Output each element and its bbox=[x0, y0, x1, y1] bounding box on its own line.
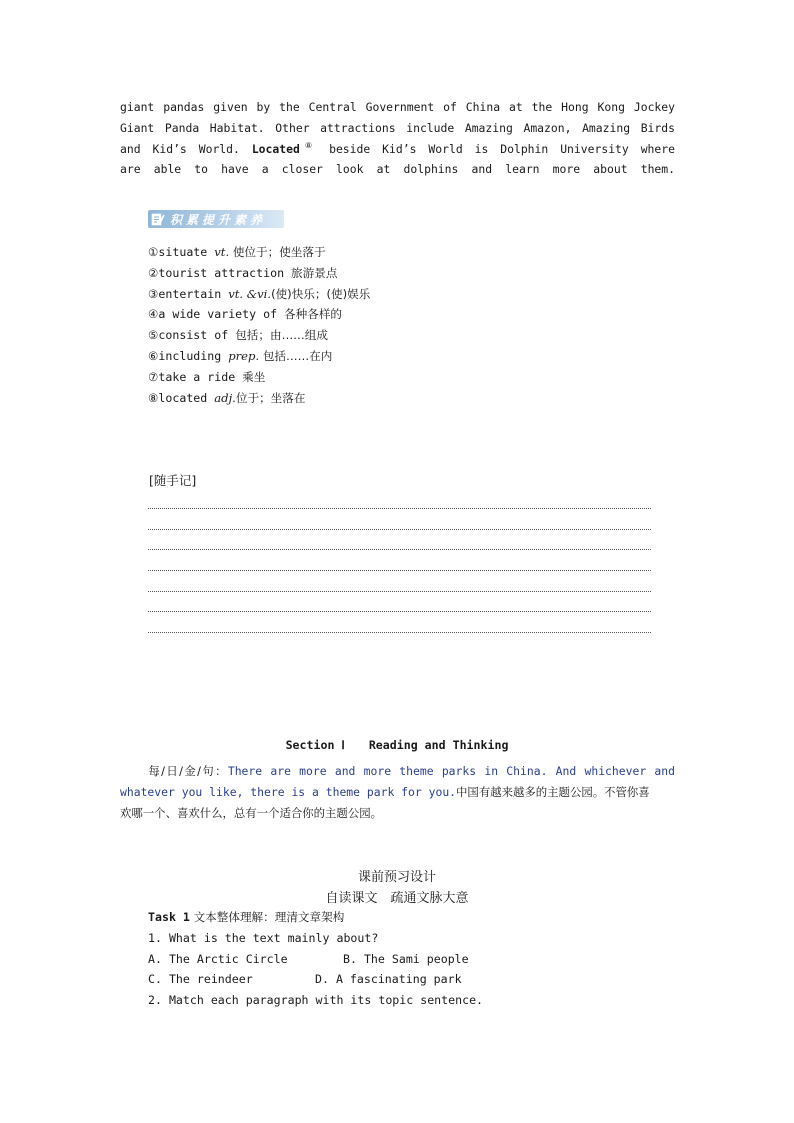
option-d: D. A fascinating park bbox=[315, 972, 462, 987]
question-1: 1. What is the text mainly about? bbox=[148, 930, 379, 945]
footnote-marker-8: ⑧ bbox=[299, 140, 318, 150]
vocab-item bbox=[148, 388, 370, 409]
notes-title: [随手记] bbox=[149, 473, 197, 488]
intro-line-3-end: beside Kid’s World is Dolphin University where bbox=[329, 141, 675, 156]
vocab-item bbox=[148, 367, 370, 388]
notebook-pen-icon bbox=[151, 212, 165, 226]
vocab-number: ⑦ bbox=[148, 369, 159, 384]
vocab-word: tourist attraction bbox=[158, 265, 292, 280]
note-line bbox=[148, 591, 651, 592]
vocab-number: ⑧ bbox=[148, 390, 159, 405]
daily-line-3 bbox=[120, 803, 675, 824]
option-a: A. The Arctic Circle bbox=[148, 951, 288, 966]
vocab-meaning: 旅游景点 bbox=[291, 265, 338, 280]
located-keyword: Located bbox=[251, 141, 300, 156]
daily-cn-line-2: 中国有越来越多的主题公园。不管你喜 bbox=[456, 785, 650, 799]
intro-line-3-start: and Kid’s World. bbox=[120, 141, 252, 156]
note-line bbox=[148, 549, 651, 550]
vocab-meaning: 包括……在内 bbox=[259, 348, 333, 363]
vocab-word: consist of bbox=[158, 328, 236, 343]
vocab-item bbox=[148, 304, 370, 325]
vocab-item bbox=[148, 242, 370, 263]
daily-label: 每/日/金/句： bbox=[147, 764, 228, 778]
vocab-item bbox=[148, 346, 370, 367]
note-line bbox=[148, 529, 651, 530]
daily-en-line-1: There are more and more theme parks in China. And whichever and bbox=[227, 764, 675, 778]
vocab-meaning: 位于；坐落在 bbox=[235, 390, 306, 405]
vocab-meaning: (使)快乐；(使)娱乐 bbox=[271, 286, 371, 301]
vocab-word: a wide variety of bbox=[158, 307, 285, 322]
note-line bbox=[148, 611, 651, 612]
banner-label: 积累提升素养 bbox=[170, 213, 267, 227]
section-label: Section Ⅰ bbox=[285, 738, 345, 752]
options-row-1 bbox=[148, 949, 483, 970]
vocab-meaning: 使位于；使坐落于 bbox=[229, 245, 326, 259]
vocab-meaning: 各种各样的 bbox=[284, 307, 343, 322]
vocab-meaning: 乘坐 bbox=[242, 369, 266, 384]
vocab-number: ③ bbox=[148, 286, 159, 301]
task-1-label: Task 1 bbox=[148, 910, 190, 924]
vocabulary-list bbox=[148, 242, 370, 408]
vocab-part-of-speech: adj. bbox=[214, 390, 236, 405]
vocab-word: including bbox=[158, 348, 229, 363]
vocab-word: entertain bbox=[158, 286, 229, 301]
daily-cn-line-3: 欢哪一个、喜欢什么，总有一个适合你的主题公园。 bbox=[120, 806, 382, 820]
accumulate-banner bbox=[148, 210, 284, 228]
options-row-2 bbox=[148, 969, 483, 990]
daily-line-1 bbox=[120, 761, 675, 782]
note-line bbox=[148, 570, 651, 571]
intro-line-4: are able to have a closer look at dolphins and learn more about them. bbox=[120, 162, 675, 177]
preview-subtitle: 自读课文 疏通文脉大意 bbox=[325, 891, 469, 906]
vocab-number: ⑥ bbox=[148, 348, 159, 363]
vocab-word: situate bbox=[158, 245, 215, 259]
task-1-title: 文本整体理解：理清文章架构 bbox=[189, 910, 345, 924]
vocab-item bbox=[148, 325, 370, 346]
daily-en-line-2: whatever you like, there is a theme park for you. bbox=[120, 785, 457, 799]
intro-line-3 bbox=[120, 139, 675, 160]
note-line bbox=[148, 632, 651, 633]
intro-paragraph bbox=[120, 97, 675, 180]
question-2: 2. Match each paragraph with its topic sentence. bbox=[148, 993, 484, 1008]
daily-line-2 bbox=[120, 782, 675, 803]
section-heading bbox=[0, 738, 794, 752]
daily-sentence bbox=[120, 761, 675, 824]
vocab-part-of-speech: vt. &vi. bbox=[228, 286, 272, 301]
note-line bbox=[148, 508, 651, 509]
vocab-number: ④ bbox=[148, 307, 159, 322]
vocab-part-of-speech: vt. bbox=[214, 245, 230, 259]
task-1 bbox=[148, 907, 483, 1011]
option-b: B. The Sami people bbox=[343, 951, 469, 966]
intro-line-1: giant pandas given by the Central Government of China at the Hong Kong Jockey bbox=[120, 100, 675, 114]
vocab-number: ① bbox=[148, 245, 159, 259]
section-title-text: Reading and Thinking bbox=[368, 738, 509, 752]
vocab-item bbox=[148, 263, 370, 284]
vocab-word: located bbox=[158, 390, 215, 405]
vocab-word: take a ride bbox=[158, 369, 243, 384]
option-c: C. The reindeer bbox=[148, 972, 253, 987]
intro-line-2: Giant Panda Habitat. Other attractions include Amazing Amazon, Amazing Birds bbox=[120, 120, 675, 135]
vocab-meaning: 包括；由……组成 bbox=[235, 328, 328, 343]
vocab-part-of-speech: prep. bbox=[228, 348, 260, 363]
vocab-number: ② bbox=[148, 265, 159, 280]
vocab-number: ⑤ bbox=[148, 328, 159, 343]
task-1-heading bbox=[148, 907, 483, 928]
vocab-item bbox=[148, 284, 370, 305]
preview-title: 课前预习设计 bbox=[357, 870, 436, 885]
